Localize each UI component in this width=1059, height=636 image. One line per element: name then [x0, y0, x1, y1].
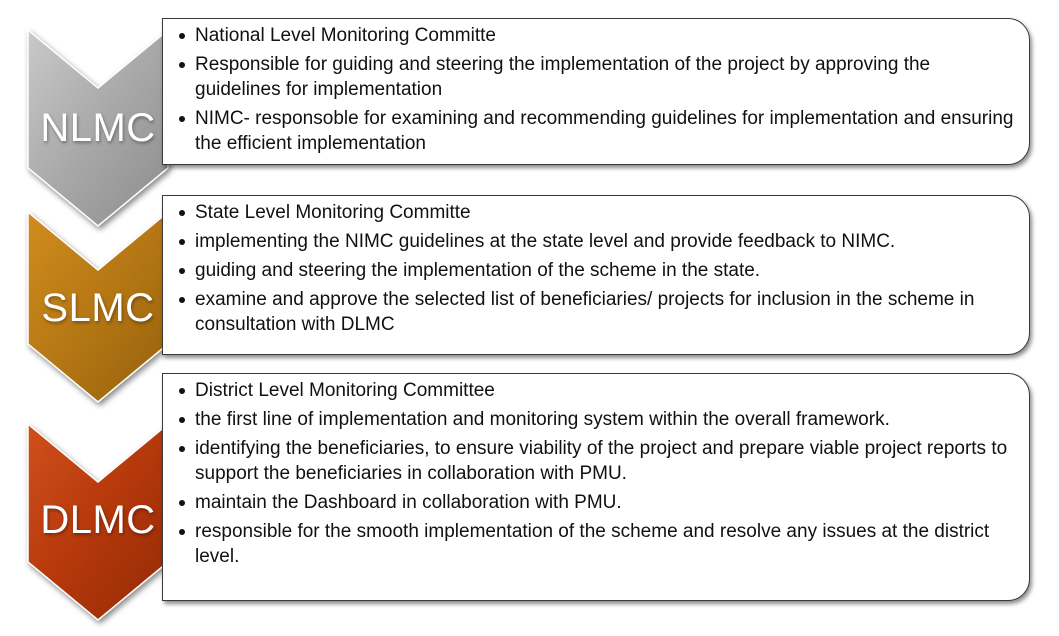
nlmc-point: Responsible for guiding and steering the implementation of the project by approving the guidelines for implementation — [177, 52, 1019, 102]
nlmc-description-panel — [162, 18, 1030, 165]
slmc-point: guiding and steering the implementation of the scheme in the state. — [177, 258, 1019, 283]
slmc-point: examine and approve the selected list of beneficiaries/ projects for inclusion in the scheme in consultation with DLMC — [177, 287, 1019, 337]
dlmc-point: maintain the Dashboard in collaboration with PMU. — [177, 490, 1019, 515]
dlmc-point: District Level Monitoring Committee — [177, 378, 1019, 403]
dlmc-label: DLMC — [40, 498, 156, 542]
dlmc-description-panel — [162, 373, 1030, 601]
slmc-label: SLMC — [41, 286, 155, 330]
dlmc-chevron — [28, 424, 168, 620]
nlmc-chevron — [28, 30, 168, 226]
slmc-description-panel — [162, 195, 1030, 355]
dlmc-point: identifying the beneficiaries, to ensure viability of the project and prepare viable project reports to support the beneficiaries in collaboration with PMU. — [177, 436, 1019, 486]
dlmc-point: responsible for the smooth implementation of the scheme and resolve any issues at the district level. — [177, 519, 1019, 569]
slmc-point: State Level Monitoring Committe — [177, 200, 1019, 225]
nlmc-point: NIMC- responsoble for examining and recommending guidelines for implementation and ensuring the efficient implementation — [177, 106, 1019, 156]
dlmc-point: the first line of implementation and monitoring system within the overall framework. — [177, 407, 1019, 432]
slmc-point: implementing the NIMC guidelines at the state level and provide feedback to NIMC. — [177, 229, 1019, 254]
nlmc-label: NLMC — [40, 106, 156, 150]
slmc-chevron — [28, 212, 168, 402]
nlmc-point: National Level Monitoring Committe — [177, 23, 1019, 48]
